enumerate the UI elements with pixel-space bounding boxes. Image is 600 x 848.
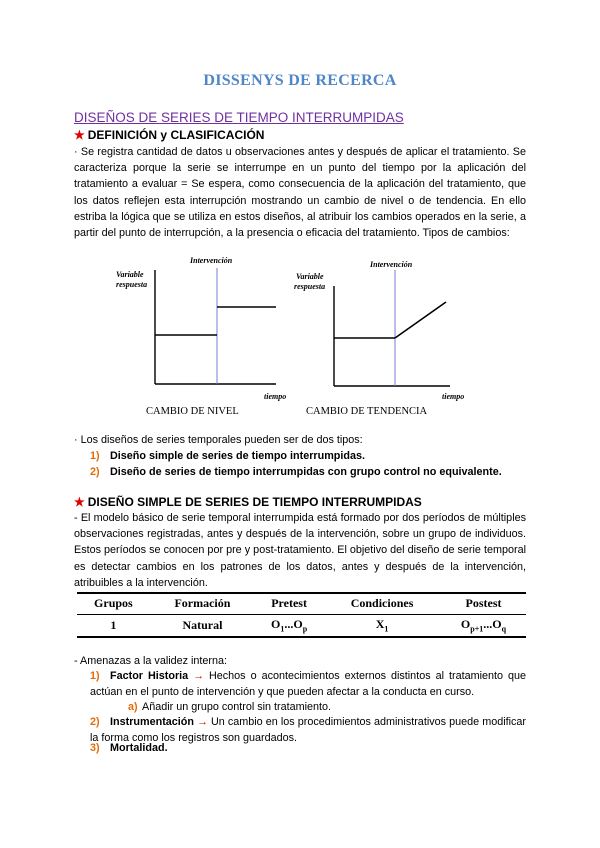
list-item-text: Un cambio en los procedimientos administrativos puede modificar la forma como los registros son guardados. xyxy=(90,716,527,744)
list-item xyxy=(90,448,365,464)
arrow-icon: → xyxy=(193,670,204,682)
cell-pretest: $O_1...O_p$ xyxy=(271,617,308,634)
subsection-simple-design-label: DISEÑO SIMPLE DE SERIES DE TIEMPO INTERRUMPIDAS xyxy=(87,495,422,509)
cell-grupos: 1 xyxy=(110,617,117,632)
chart-change-of-trend xyxy=(290,256,490,426)
chart-level-xlabel: tiempo xyxy=(264,392,287,401)
cell-postest: $O_{p+1}...O_q$ xyxy=(460,617,507,634)
chart-level-intervention-label: Intervención xyxy=(190,256,233,265)
types-intro: · Los diseños de series temporales pueden ser de dos tipos: xyxy=(74,434,363,446)
list-item-number: 1) xyxy=(90,670,100,682)
chart-trend-xlabel: tiempo xyxy=(442,392,465,401)
subsection-definition-label: DEFINICIÓN y CLASIFICACIÓN xyxy=(87,128,265,142)
list-item-label: Mortalidad xyxy=(110,742,165,754)
chart-level-ylabel-1: Variable xyxy=(116,270,144,279)
chart-trend-ylabel-2: respuesta xyxy=(294,282,326,291)
list-item-text: Diseño de series de tiempo interrumpidas con grupo control no equivalente. xyxy=(110,466,502,478)
list-item-number: 3) xyxy=(90,742,100,754)
list-item-number: 2) xyxy=(90,716,100,728)
subsection-simple-design xyxy=(74,495,422,509)
section-title: DISEÑOS DE SERIES DE TIEMPO INTERRUMPIDAS xyxy=(74,110,404,125)
list-item-number: 1) xyxy=(90,450,100,462)
list-item-text: Diseño simple de series de tiempo interrumpidas. xyxy=(110,450,366,462)
chart-trend-post-segment xyxy=(395,302,446,338)
table-header: Pretest xyxy=(271,596,307,610)
sub-list-item-letter: a) xyxy=(128,701,138,713)
chart-trend-intervention-label: Intervención xyxy=(370,260,413,269)
table-header: Postest xyxy=(465,596,502,610)
list-item-label: Instrumentación xyxy=(110,716,194,728)
list-item xyxy=(90,668,526,700)
list-item xyxy=(90,740,168,756)
chart-trend-ylabel-1: Variable xyxy=(296,272,324,281)
cell-condiciones: $X_1$ xyxy=(375,617,389,634)
design-table xyxy=(77,592,526,638)
table-header: Formación xyxy=(174,596,231,610)
chart-level-ylabel-2: respuesta xyxy=(116,280,148,289)
list-item xyxy=(90,464,502,480)
list-item-text: Hechos o acontecimientos externos distintos al tratamiento que actúan en el punto de intervención y que pueden afectar a la conducta en curso. xyxy=(90,670,526,698)
chart-change-of-level xyxy=(110,254,310,424)
table-header: Grupos xyxy=(94,596,133,610)
sub-list-item-text: Añadir un grupo control sin tratamiento. xyxy=(142,701,332,713)
sub-list-item xyxy=(128,699,331,715)
chart-level-caption: CAMBIO DE NIVEL xyxy=(146,406,239,417)
table-row xyxy=(77,615,526,638)
list-item-label: Factor Historia xyxy=(110,670,189,682)
arrow-icon: → xyxy=(197,716,208,728)
star-icon: ★ xyxy=(74,128,85,142)
list-item-number: 2) xyxy=(90,466,100,478)
document-title: DISSENYS DE RECERCA xyxy=(203,72,397,89)
subsection-definition xyxy=(74,128,264,142)
star-icon: ★ xyxy=(74,495,85,509)
threats-intro: - Amenazas a la validez interna: xyxy=(74,655,228,667)
simple-design-paragraph: - El modelo básico de serie temporal interrumpida está formado por dos períodos de múltiples observaciones registradas, antes y después de la intervención, sobre un grupo de individuos. Estos períodos se conocen por pre y post-tratamiento. El objetivo del diseño de serie temporal es detectar cambios en los patrones de los datos, antes y después de la intervención, atribuibles a la intervención. xyxy=(74,512,526,589)
table-header: Condiciones xyxy=(350,596,414,610)
list-item-text: . xyxy=(164,742,168,754)
table-header-row xyxy=(77,593,526,615)
chart-trend-caption: CAMBIO DE TENDENCIA xyxy=(306,406,428,417)
cell-formacion: Natural xyxy=(182,617,223,632)
definition-paragraph: · Se registra cantidad de datos u observaciones antes y después de aplicar el tratamiento. Se caracteriza porque la serie se interrumpe en un punto del tiempo por la aplicación del tratamiento a evaluar = Se espera, como consecuencia de la aplicación del tratamiento, que los datos reflejen esta interrupción mostrando un cambio de nivel o de tendencia. En ello estriba la lógica que se utiliza en estos diseños, al atribuir los cambios operados en la serie, a partir del punto de interrupción, a la presencia o eficacia del tratamiento. Tipos de cambios: xyxy=(74,146,526,240)
